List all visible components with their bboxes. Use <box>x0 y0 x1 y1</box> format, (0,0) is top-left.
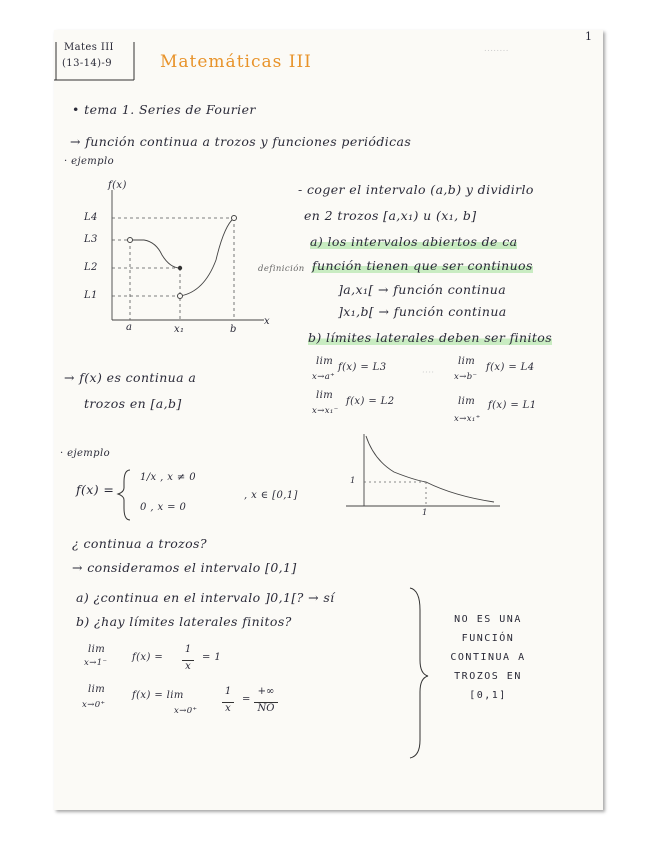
conclusion-line: [0,1] <box>469 690 507 701</box>
calc-num-2: 1 <box>224 686 232 697</box>
graph1-L2: L2 <box>84 262 98 273</box>
calc-eq: = <box>242 694 251 705</box>
graph2-y-one: 1 <box>350 476 356 486</box>
calc-lim-2: lim <box>88 684 106 695</box>
calc-den-2: x <box>222 702 234 714</box>
consider-interval: → consideramos el intervalo [0,1] <box>72 560 297 575</box>
lim-1-sub: x→a⁺ <box>312 372 336 382</box>
conclusion-line: TROZOS EN <box>454 671 522 682</box>
lim-2-sub: x→b⁻ <box>454 372 478 382</box>
lim-1-word: lim <box>316 356 334 367</box>
piecewise-lhs: f(x) = <box>76 482 115 497</box>
lim-4-sub: x→x₁⁺ <box>454 414 481 424</box>
lim-2-word: lim <box>458 356 476 367</box>
calc-sub-1: x→1⁻ <box>84 658 108 668</box>
condition-a-line: a) los intervalos abiertos de ca <box>310 234 518 249</box>
lim-3-word: lim <box>316 390 334 401</box>
piecewise-case-1: 1/x , x ≠ 0 <box>140 472 197 483</box>
calc-sub-3: x→0⁺ <box>174 706 198 716</box>
graph1-x1: x₁ <box>174 324 185 335</box>
conclusion-line: CONTINUA A <box>450 652 526 663</box>
graph1-L1: L1 <box>84 290 98 301</box>
graph1-L3: L3 <box>84 234 98 245</box>
coger-line-2: en 2 trozos [a,x₁) u (x₁, b] <box>304 208 477 223</box>
calc-fx-1: f(x) = <box>132 652 164 663</box>
lim-1-rhs: f(x) = L3 <box>338 362 387 373</box>
lim-3-sub: x→x₁⁻ <box>312 406 339 416</box>
function-line: → función continua a trozos y funciones periódicas <box>70 134 412 149</box>
graph1-L4: L4 <box>84 212 98 223</box>
calc-num-1: 1 <box>184 644 192 655</box>
fx-continuous-line-1: → f(x) es continua a <box>64 370 197 385</box>
graph1-x: x <box>264 316 271 327</box>
lim-3-rhs: f(x) = L2 <box>346 396 395 407</box>
piecewise-domain: , x ∈ [0,1] <box>244 490 298 501</box>
graph1-fx-label: f(x) <box>108 180 127 191</box>
condition-b-line: b) límites laterales deben ser finitos <box>308 330 553 345</box>
conclusion-line: NO ES UNA <box>454 614 522 625</box>
example-label-1: · ejemplo <box>64 156 114 167</box>
faint-corner-text: ........ <box>484 44 509 54</box>
calc-fx-2: f(x) = lim <box>132 690 184 701</box>
page-title: Matemáticas III <box>160 52 312 72</box>
continuity-question: ¿ continua a trozos? <box>72 536 207 551</box>
question-a: a) ¿continua en el intervalo ]0,1[? → sí <box>76 590 335 605</box>
graph2-x-one: 1 <box>422 508 428 518</box>
date-label: (13-14)-9 <box>62 58 112 69</box>
graph1-b: b <box>230 324 237 335</box>
faint-mark: ···· <box>422 368 435 378</box>
interval-1: ]a,x₁[ → función continua <box>338 282 507 297</box>
condition-a-line-2: función tienen que ser continuos <box>312 258 533 273</box>
course-label: Mates III <box>64 42 114 53</box>
notebook-page <box>54 30 603 810</box>
conclusion-line: FUNCIÓN <box>461 633 515 644</box>
interval-2: ]x₁,b[ → función continua <box>338 304 507 319</box>
lim-2-rhs: f(x) = L4 <box>486 362 535 373</box>
calc-res-1: = 1 <box>202 652 222 663</box>
lim-4-rhs: f(x) = L1 <box>488 400 537 411</box>
calc-sub-2: x→0⁺ <box>82 700 106 710</box>
topic-line: • tema 1. Series de Fourier <box>72 102 256 117</box>
definition-note: definición <box>258 264 305 274</box>
calc-den-3: NO <box>254 702 278 714</box>
fx-continuous-line-2: trozos en [a,b] <box>84 396 182 411</box>
piecewise-case-2: 0 , x = 0 <box>140 502 187 513</box>
page-number: 1 <box>585 30 593 43</box>
calc-num-3: +∞ <box>257 686 275 697</box>
example-label-2: · ejemplo <box>60 448 110 459</box>
coger-line-1: - coger el intervalo (a,b) y dividirlo <box>298 182 534 197</box>
graph1-a: a <box>126 322 133 333</box>
calc-den-1: x <box>182 660 194 672</box>
lim-4-word: lim <box>458 396 476 407</box>
question-b: b) ¿hay límites laterales finitos? <box>76 614 292 629</box>
calc-lim-1: lim <box>88 644 106 655</box>
